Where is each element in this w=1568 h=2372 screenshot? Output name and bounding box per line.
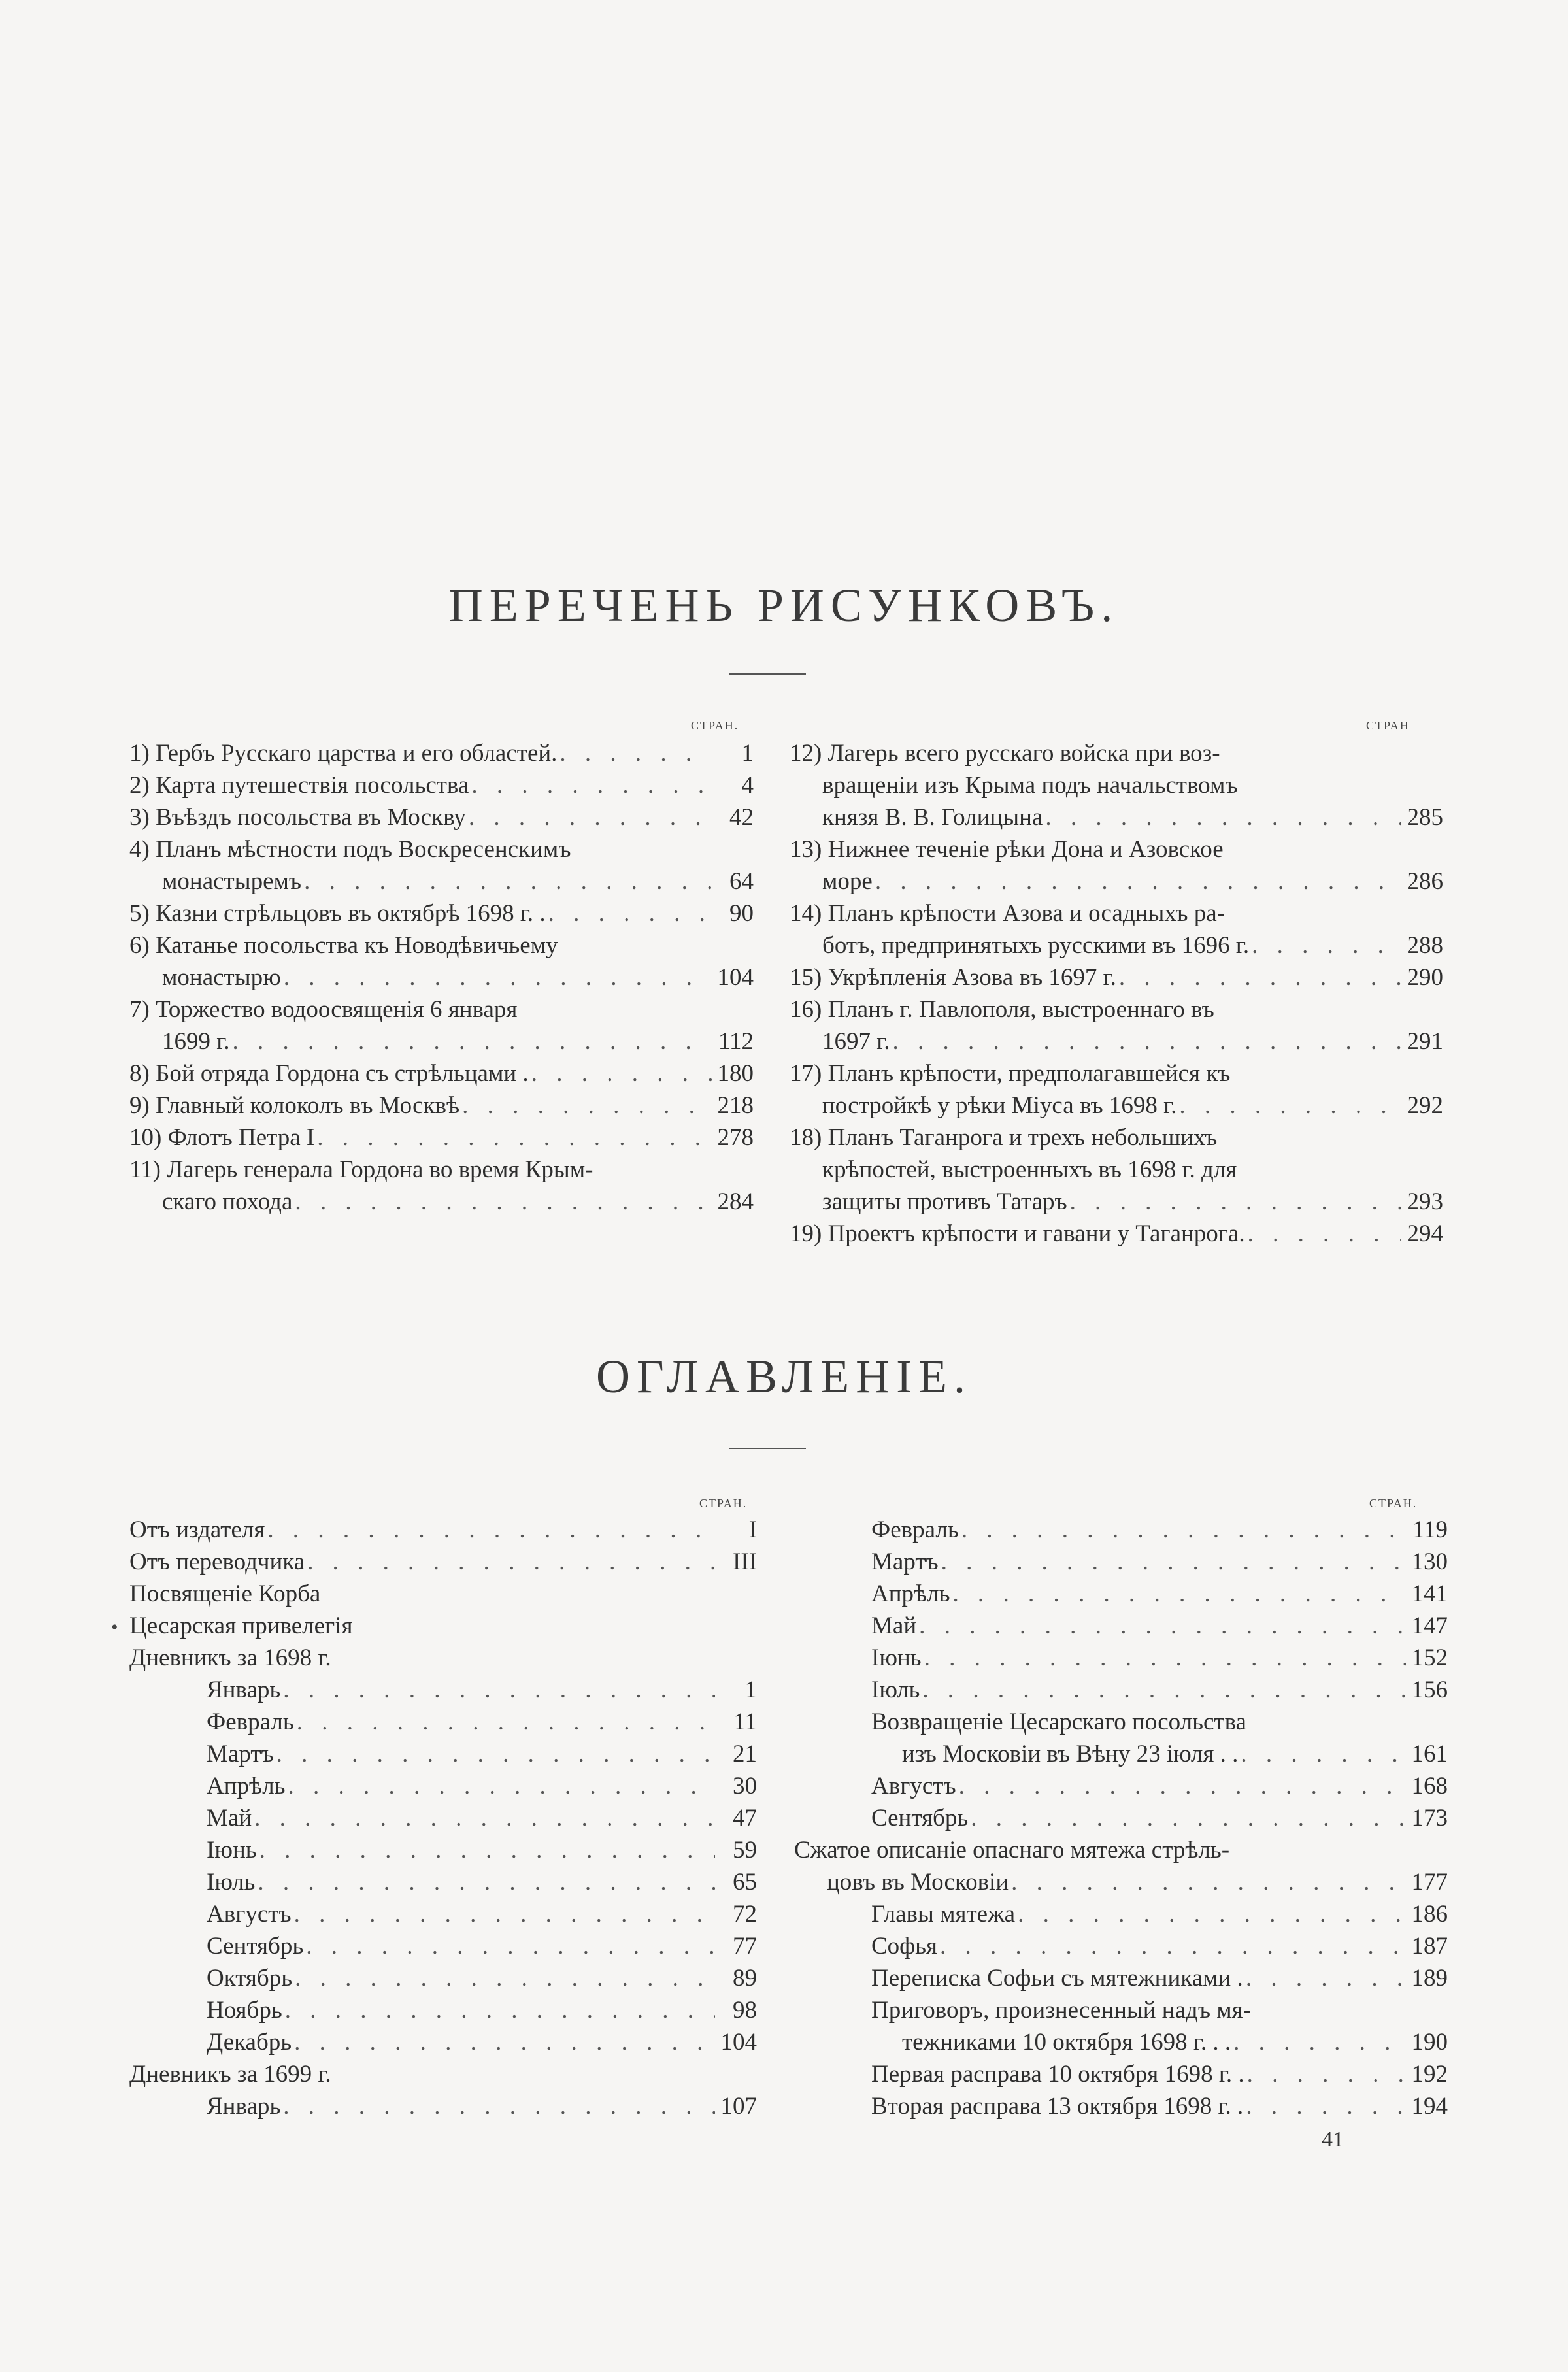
- entry-label: Іюнь: [207, 1837, 257, 1863]
- entry-page-number: 30: [733, 1773, 757, 1799]
- dot-leader: [1246, 1962, 1406, 1994]
- contents-right-column-head: СТРАН.: [1369, 1497, 1418, 1510]
- entry-label: Май: [871, 1612, 917, 1639]
- entry-label: Сентябрь: [871, 1805, 969, 1831]
- contents-entry: [794, 2026, 1448, 2058]
- entry-page-number: 173: [1411, 1805, 1448, 1831]
- dot-leader: [288, 1770, 715, 1802]
- entry-label: Возвращеніе Цесарскаго посольства: [871, 1709, 1246, 1735]
- entry-label: 15) Укрѣпленія Азова въ 1697 г.: [790, 964, 1116, 991]
- figures-list-left: [129, 737, 754, 1218]
- entry-page-number: 64: [729, 868, 754, 895]
- dot-leader: [922, 1674, 1406, 1706]
- entry-page-number: I: [748, 1516, 757, 1543]
- figure-entry: [129, 994, 754, 1026]
- dot-leader: [259, 1834, 715, 1866]
- dot-leader: [875, 865, 1401, 897]
- entry-page-number: 119: [1412, 1516, 1448, 1543]
- entry-label: 14) Планъ крѣпости Азова и осадныхъ ра-: [790, 900, 1226, 927]
- entry-label: крѣпостей, выстроенныхъ въ 1698 г. для: [822, 1156, 1237, 1183]
- entry-label: Іюнь: [871, 1645, 922, 1671]
- figure-entry: [129, 769, 754, 801]
- figure-entry: [129, 929, 754, 961]
- dot-leader: [306, 1930, 715, 1962]
- entry-label: 3) Въѣздъ посольства въ Москву: [129, 804, 466, 831]
- entry-page-number: 77: [733, 1933, 757, 1960]
- dot-leader: [304, 865, 712, 897]
- contents-entry: [129, 2026, 757, 2058]
- dot-leader: [1179, 1090, 1401, 1122]
- dot-leader: [959, 1770, 1406, 1802]
- dot-leader: [1252, 929, 1401, 961]
- entry-label: Сжатое описаніе опаснаго мятежа стрѣль-: [794, 1837, 1230, 1863]
- entry-page-number: 130: [1411, 1548, 1448, 1575]
- contents-entry: [129, 1546, 757, 1578]
- dot-leader: [1070, 1186, 1401, 1218]
- dot-leader: [297, 1706, 715, 1738]
- figure-entry: [129, 961, 754, 994]
- entry-label: Февраль: [207, 1709, 294, 1735]
- contents-entry: [794, 1930, 1448, 1962]
- entry-page-number: 47: [733, 1805, 757, 1831]
- dot-leader: [559, 737, 712, 769]
- dot-leader: [462, 1090, 712, 1122]
- entry-page-number: 161: [1411, 1741, 1448, 1767]
- figure-entry: [129, 865, 754, 897]
- entry-label: цовъ въ Московіи: [827, 1869, 1009, 1896]
- figure-entry: [129, 1058, 754, 1090]
- entry-page-number: 107: [720, 2093, 757, 2120]
- figure-entry: [790, 1058, 1443, 1090]
- figure-entry: [129, 1154, 754, 1186]
- entry-label: 16) Планъ г. Павлополя, выстроеннаго въ: [790, 996, 1214, 1023]
- dot-leader: [941, 1546, 1406, 1578]
- entry-label: 12) Лагерь всего русскаго войска при воз-: [790, 740, 1220, 767]
- contents-entry: [794, 2058, 1448, 2090]
- entry-label: постройкѣ у рѣки Міуса въ 1698 г.: [822, 1092, 1177, 1119]
- margin-bullet: •: [111, 1616, 118, 1638]
- figure-entry: [129, 897, 754, 929]
- figure-entry: [790, 1218, 1443, 1250]
- entry-label: монастырю: [162, 964, 281, 991]
- entry-label: Августъ: [207, 1901, 292, 1928]
- entry-label: 11) Лагерь генерала Гордона во время Крым-: [129, 1156, 593, 1183]
- entry-page-number: 98: [733, 1997, 757, 2024]
- entry-page-number: 90: [729, 900, 754, 927]
- contents-entry: [794, 1546, 1448, 1578]
- entry-page-number: 89: [733, 1965, 757, 1992]
- dot-leader: [294, 2026, 715, 2058]
- figures-left-column-head: СТРАН.: [691, 719, 739, 732]
- figure-entry: [790, 1186, 1443, 1218]
- entry-label: вращеніи изъ Крыма подъ начальствомъ: [822, 772, 1238, 799]
- entry-page-number: 285: [1407, 804, 1443, 831]
- contents-entry: [794, 1802, 1448, 1834]
- entry-label: 18) Планъ Таганрога и трехъ небольшихъ: [790, 1124, 1218, 1151]
- figure-entry: [790, 994, 1443, 1026]
- entry-page-number: 288: [1407, 932, 1443, 959]
- dot-leader: [893, 1026, 1401, 1058]
- entry-label: Май: [207, 1805, 252, 1831]
- contents-entry: [794, 1706, 1448, 1738]
- entry-label: тежниками 10 октября 1698 г. . .: [902, 2029, 1231, 2056]
- dot-leader: [276, 1738, 715, 1770]
- contents-entry: [794, 2090, 1448, 2122]
- contents-entry: [794, 1962, 1448, 1994]
- entry-label: 1) Гербъ Русскаго царства и его областей.: [129, 740, 558, 767]
- entry-page-number: 177: [1411, 1869, 1448, 1896]
- entry-label: 4) Планъ мѣстности подъ Воскресенскимъ: [129, 836, 571, 863]
- entry-page-number: 190: [1411, 2029, 1448, 2056]
- entry-label: 13) Нижнее теченіе рѣки Дона и Азовское: [790, 836, 1224, 863]
- figure-entry: [790, 833, 1443, 865]
- entry-page-number: III: [733, 1548, 757, 1575]
- entry-label: 1699 г.: [162, 1028, 230, 1055]
- contents-entry: [129, 1898, 757, 1930]
- contents-entry: [794, 1578, 1448, 1610]
- entry-page-number: 286: [1407, 868, 1443, 895]
- figure-entry: [790, 865, 1443, 897]
- entry-label: Переписка Софьи съ мятежниками .: [871, 1965, 1243, 1992]
- contents-list-right: [794, 1514, 1448, 2122]
- figure-entry: [790, 961, 1443, 994]
- entry-label: 10) Флотъ Петра I: [129, 1124, 315, 1151]
- figure-entry: [790, 897, 1443, 929]
- dot-leader: [1248, 1218, 1401, 1250]
- entry-page-number: 292: [1407, 1092, 1443, 1119]
- dot-leader: [1241, 1738, 1406, 1770]
- entry-page-number: 189: [1411, 1965, 1448, 1992]
- entry-label: Апрѣль: [207, 1773, 286, 1799]
- figures-title: ПЕРЕЧЕНЬ РИСУНКОВЪ.: [448, 579, 1120, 631]
- dot-leader: [294, 1898, 715, 1930]
- entry-page-number: 291: [1407, 1028, 1443, 1055]
- entry-page-number: 194: [1411, 2093, 1448, 2120]
- entry-page-number: 147: [1411, 1612, 1448, 1639]
- entry-page-number: 11: [733, 1709, 757, 1735]
- figures-list-right: [790, 737, 1443, 1250]
- dot-leader: [924, 1642, 1406, 1674]
- entry-page-number: 1: [744, 1677, 757, 1703]
- entry-page-number: 104: [720, 2029, 757, 2056]
- dot-leader: [295, 1962, 715, 1994]
- dot-leader: [283, 2090, 715, 2122]
- entry-label: Декабрь: [207, 2029, 292, 2056]
- entry-page-number: 72: [733, 1901, 757, 1928]
- contents-entry: [129, 1834, 757, 1866]
- dot-leader: [233, 1026, 712, 1058]
- figure-entry: [790, 801, 1443, 833]
- figure-entry: [129, 1186, 754, 1218]
- entry-page-number: 141: [1411, 1580, 1448, 1607]
- dot-leader: [295, 1186, 712, 1218]
- entry-page-number: 294: [1407, 1220, 1443, 1247]
- entry-label: Цесарская привелегія: [129, 1612, 353, 1639]
- figure-entry: [790, 1122, 1443, 1154]
- contents-entry: [794, 1994, 1448, 2026]
- dot-leader: [471, 769, 712, 801]
- contents-entry: [794, 1866, 1448, 1898]
- figure-entry: [790, 1154, 1443, 1186]
- figure-entry: [129, 1026, 754, 1058]
- contents-title: ОГЛАВЛЕНІЕ.: [595, 1350, 973, 1403]
- dot-leader: [469, 801, 712, 833]
- entry-label: Мартъ: [871, 1548, 939, 1575]
- figure-entry: [129, 833, 754, 865]
- contents-entry: [129, 1706, 757, 1738]
- dot-leader: [258, 1866, 715, 1898]
- entry-label: изъ Московіи въ Вѣну 23 іюля . .: [902, 1741, 1239, 1767]
- entry-label: Первая расправа 10 октября 1698 г. .: [871, 2061, 1244, 2088]
- entry-label: Іюль: [207, 1869, 256, 1896]
- contents-entry: [129, 1802, 757, 1834]
- contents-left-column-head: СТРАН.: [699, 1497, 748, 1510]
- entry-page-number: 104: [717, 964, 754, 991]
- dot-leader: [1247, 2058, 1406, 2090]
- entry-label: скаго похода: [162, 1188, 293, 1215]
- contents-entry: [129, 1930, 757, 1962]
- entry-page-number: 192: [1411, 2061, 1448, 2088]
- dot-leader: [254, 1802, 715, 1834]
- entry-label: 6) Катанье посольства къ Новодѣвичьему: [129, 932, 558, 959]
- contents-entry: [129, 1578, 757, 1610]
- entry-label: Посвященіе Корба: [129, 1580, 321, 1607]
- entry-label: море: [822, 868, 873, 895]
- figure-entry: [129, 801, 754, 833]
- dot-leader: [1018, 1898, 1406, 1930]
- entry-page-number: 180: [717, 1060, 754, 1087]
- dot-leader: [307, 1546, 715, 1578]
- entry-label: 7) Торжество водоосвященія 6 января: [129, 996, 518, 1023]
- entry-page-number: 59: [733, 1837, 757, 1863]
- entry-page-number: 168: [1411, 1773, 1448, 1799]
- page-number: 41: [1322, 2128, 1344, 2152]
- dot-leader: [1233, 2026, 1406, 2058]
- contents-entry: [794, 1514, 1448, 1546]
- dot-leader: [1011, 1866, 1406, 1898]
- entry-page-number: 152: [1411, 1645, 1448, 1671]
- contents-entry: [129, 1642, 757, 1674]
- entry-page-number: 156: [1411, 1677, 1448, 1703]
- entry-label: защиты противъ Татаръ: [822, 1188, 1067, 1215]
- contents-list-left: [129, 1514, 757, 2122]
- entry-page-number: 1: [741, 740, 754, 767]
- contents-entry: [794, 1738, 1448, 1770]
- contents-entry: [794, 1642, 1448, 1674]
- entry-page-number: 65: [733, 1869, 757, 1896]
- entry-label: Ноябрь: [207, 1997, 282, 2024]
- contents-entry: [794, 1898, 1448, 1930]
- contents-entry: [129, 2090, 757, 2122]
- contents-entry: [129, 1866, 757, 1898]
- entry-label: 1697 г.: [822, 1028, 890, 1055]
- entry-label: Октябрь: [207, 1965, 293, 1992]
- figure-entry: [790, 737, 1443, 769]
- entry-page-number: 112: [718, 1028, 754, 1055]
- entry-page-number: 278: [717, 1124, 754, 1151]
- dot-leader: [961, 1514, 1406, 1546]
- entry-page-number: 218: [717, 1092, 754, 1119]
- contents-entry: [129, 1962, 757, 1994]
- entry-label: Январь: [207, 1677, 281, 1703]
- entry-label: Дневникъ за 1699 г.: [129, 2061, 331, 2088]
- dot-leader: [531, 1058, 712, 1090]
- dot-leader: [285, 1994, 715, 2026]
- entry-page-number: 284: [717, 1188, 754, 1215]
- entry-label: 8) Бой отряда Гордона съ стрѣльцами .: [129, 1060, 529, 1087]
- dot-leader: [1246, 2090, 1406, 2122]
- figure-entry: [129, 1122, 754, 1154]
- entry-label: 9) Главный колоколъ въ Москвѣ: [129, 1092, 460, 1119]
- dot-leader: [548, 897, 712, 929]
- entry-label: ботъ, предпринятыхъ русскими въ 1696 г.: [822, 932, 1250, 959]
- dot-leader: [317, 1122, 712, 1154]
- figures-right-column-head: СТРАН: [1366, 719, 1410, 732]
- entry-page-number: 21: [733, 1741, 757, 1767]
- dot-leader: [919, 1610, 1406, 1642]
- figure-entry: [790, 1090, 1443, 1122]
- entry-page-number: 4: [741, 772, 754, 799]
- figure-entry: [129, 737, 754, 769]
- entry-label: Сентябрь: [207, 1933, 304, 1960]
- entry-label: Мартъ: [207, 1741, 274, 1767]
- dot-leader: [283, 1674, 715, 1706]
- contents-entry: [794, 1674, 1448, 1706]
- entry-label: Февраль: [871, 1516, 959, 1543]
- entry-label: князя В. В. Голицына: [822, 804, 1043, 831]
- entry-label: 19) Проектъ крѣпости и гавани у Таганрога.: [790, 1220, 1245, 1247]
- entry-page-number: 293: [1407, 1188, 1443, 1215]
- contents-entry: [129, 1770, 757, 1802]
- entry-page-number: 187: [1411, 1933, 1448, 1960]
- entry-label: Приговоръ, произнесенный надъ мя-: [871, 1997, 1251, 2024]
- entry-label: 2) Карта путешествія посольства: [129, 772, 469, 799]
- figure-entry: [790, 929, 1443, 961]
- contents-entry: [129, 1610, 757, 1642]
- entry-label: Августъ: [871, 1773, 956, 1799]
- entry-label: Отъ издателя: [129, 1516, 265, 1543]
- dot-leader: [940, 1930, 1406, 1962]
- entry-page-number: 42: [729, 804, 754, 831]
- entry-label: монастыремъ: [162, 868, 302, 895]
- contents-entry: [794, 1610, 1448, 1642]
- contents-entry: [129, 2058, 757, 2090]
- entry-page-number: 290: [1407, 964, 1443, 991]
- contents-entry: [129, 1514, 757, 1546]
- entry-label: Январь: [207, 2093, 281, 2120]
- contents-entry: [129, 1738, 757, 1770]
- entry-label: 5) Казни стрѣльцовъ въ октябрѣ 1698 г. .: [129, 900, 546, 927]
- entry-label: Апрѣль: [871, 1580, 950, 1607]
- figure-entry: [790, 769, 1443, 801]
- title-divider: [729, 673, 806, 675]
- contents-entry: [794, 1834, 1448, 1866]
- dot-leader: [1045, 801, 1401, 833]
- dot-leader: [1119, 961, 1401, 994]
- entry-label: Вторая расправа 13 октября 1698 г. .: [871, 2093, 1244, 2120]
- figure-entry: [790, 1026, 1443, 1058]
- dot-leader: [267, 1514, 715, 1546]
- entry-label: Главы мятежа: [871, 1901, 1016, 1928]
- contents-entry: [129, 1994, 757, 2026]
- dot-leader: [284, 961, 712, 994]
- entry-label: Іюль: [871, 1677, 920, 1703]
- figure-entry: [129, 1090, 754, 1122]
- contents-entry: [129, 1674, 757, 1706]
- entry-label: Дневникъ за 1698 г.: [129, 1645, 331, 1671]
- contents-entry: [794, 1770, 1448, 1802]
- entry-label: Отъ переводчика: [129, 1548, 305, 1575]
- entry-label: 17) Планъ крѣпости, предполагавшейся къ: [790, 1060, 1231, 1087]
- entry-label: Софья: [871, 1933, 938, 1960]
- dot-leader: [952, 1578, 1406, 1610]
- dot-leader: [971, 1802, 1406, 1834]
- contents-title-divider: [729, 1448, 806, 1449]
- entry-page-number: 186: [1411, 1901, 1448, 1928]
